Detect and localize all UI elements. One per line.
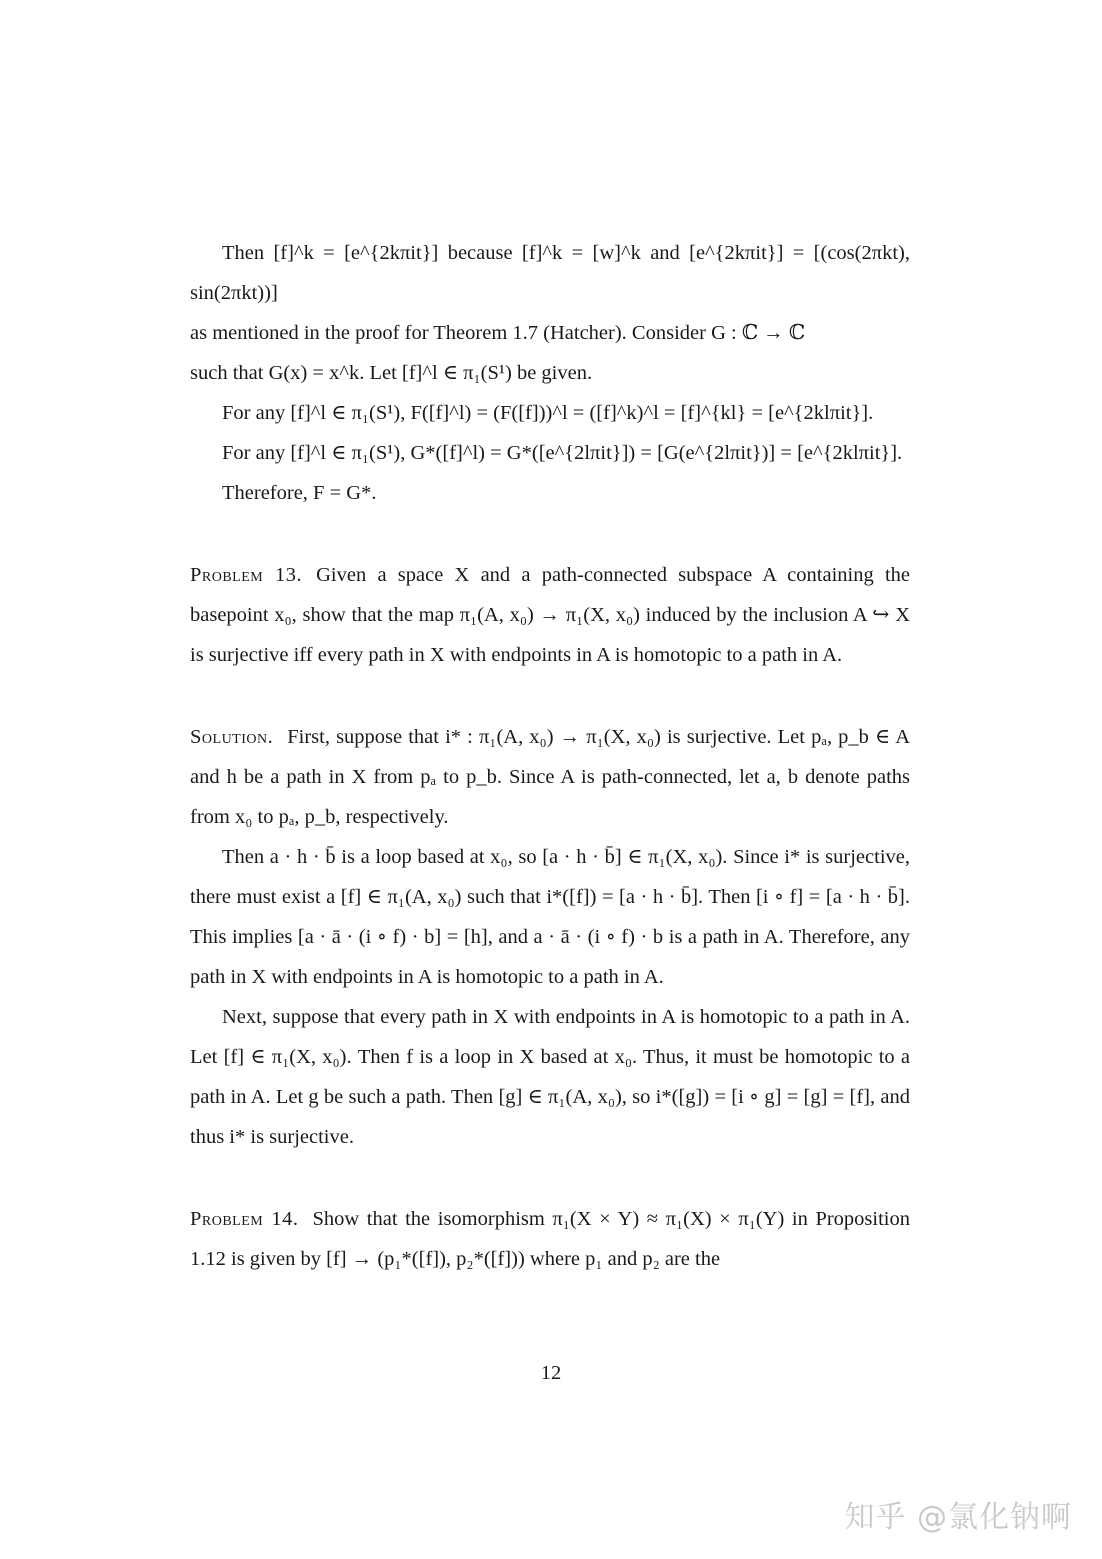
intro-line-1: Then [f]^k = [e^{2kπit}] because [f]^k = [w]^k and [e^{2kπit}] = [(cos(2πkt), sin(2πkt))] — [190, 242, 910, 304]
watermark: 知乎 @氯化钠啊 — [844, 1500, 1072, 1535]
intro-line-5: For any [f]^l ∈ π₁(S¹), G*([f]^l) = G*([e^{2lπit}]) = [G(e^{2lπit})] = [e^{2klπit}]. — [222, 442, 903, 464]
problem-13 — [190, 555, 910, 675]
solution-text-1: First, suppose that i* : π₁(A, x₀) → π₁(X, x₀) is surjective. Let pₐ, p_b ∈ A and h be a path in X from pₐ to p_b. Since A is path-connected, let a, b denote paths from x₀ to pₐ, p_b, respectively. — [190, 726, 910, 828]
problem-13-label: Problem 13. — [190, 564, 303, 586]
problem-14 — [190, 1199, 910, 1279]
intro-line-4: For any [f]^l ∈ π₁(S¹), F([f]^l) = (F([f]))^l = ([f]^k)^l = [f]^{kl} = [e^{2klπit}]. — [222, 402, 874, 424]
intro-line-3: such that G(x) = x^k. Let [f]^l ∈ π₁(S¹) be given. — [190, 362, 593, 384]
page-body — [190, 233, 910, 1279]
intro-line-6: Therefore, F = G*. — [222, 482, 377, 504]
solution-label: Solution. — [190, 726, 274, 748]
page-number: 12 — [540, 1362, 562, 1384]
solution-paragraph-2: Then a · h · b̄ is a loop based at x₀, so [a · h · b̄] ∈ π₁(X, x₀). Since i* is surjective, there must exist a [f] ∈ π₁(A, x₀) such that i*([f]) = [a · h · b̄]. Then [i ∘ f] = [a · h · b̄]. This implies [a · ā · (i ∘ f) · b] = [h], and a · ā · (i ∘ f) · b is a path in A. Therefore, any path in X with endpoints in A is homotopic to a path in A. — [190, 846, 910, 988]
problem-14-text: Show that the isomorphism π₁(X × Y) ≈ π₁(X) × π₁(Y) in Proposition 1.12 is given by [f] → (p₁*([f]), p₂*([f])) where p₁ and p₂ are the — [190, 1208, 910, 1270]
problem-13-text: Given a space X and a path-connected subspace A containing the basepoint x₀, show that the map π₁(A, x₀) → π₁(X, x₀) induced by the inclusion A ↪ X is surjective iff every path in X with endpoints in A is homotopic to a path in A. — [190, 564, 910, 666]
problem-14-label: Problem 14. — [190, 1208, 299, 1230]
solution-paragraph-1 — [190, 717, 910, 837]
solution-paragraph-3: Next, suppose that every path in X with endpoints in A is homotopic to a path in A. Let [f] ∈ π₁(X, x₀). Then f is a loop in X based at x₀. Thus, it must be homotopic to a path in A. Let g be such a path. Then [g] ∈ π₁(A, x₀), so i*([g]) = [i ∘ g] = [g] = [f], and thus i* is surjective. — [190, 1006, 910, 1148]
intro-line-2: as mentioned in the proof for Theorem 1.7 (Hatcher). Consider G : ℂ → ℂ — [190, 322, 806, 344]
